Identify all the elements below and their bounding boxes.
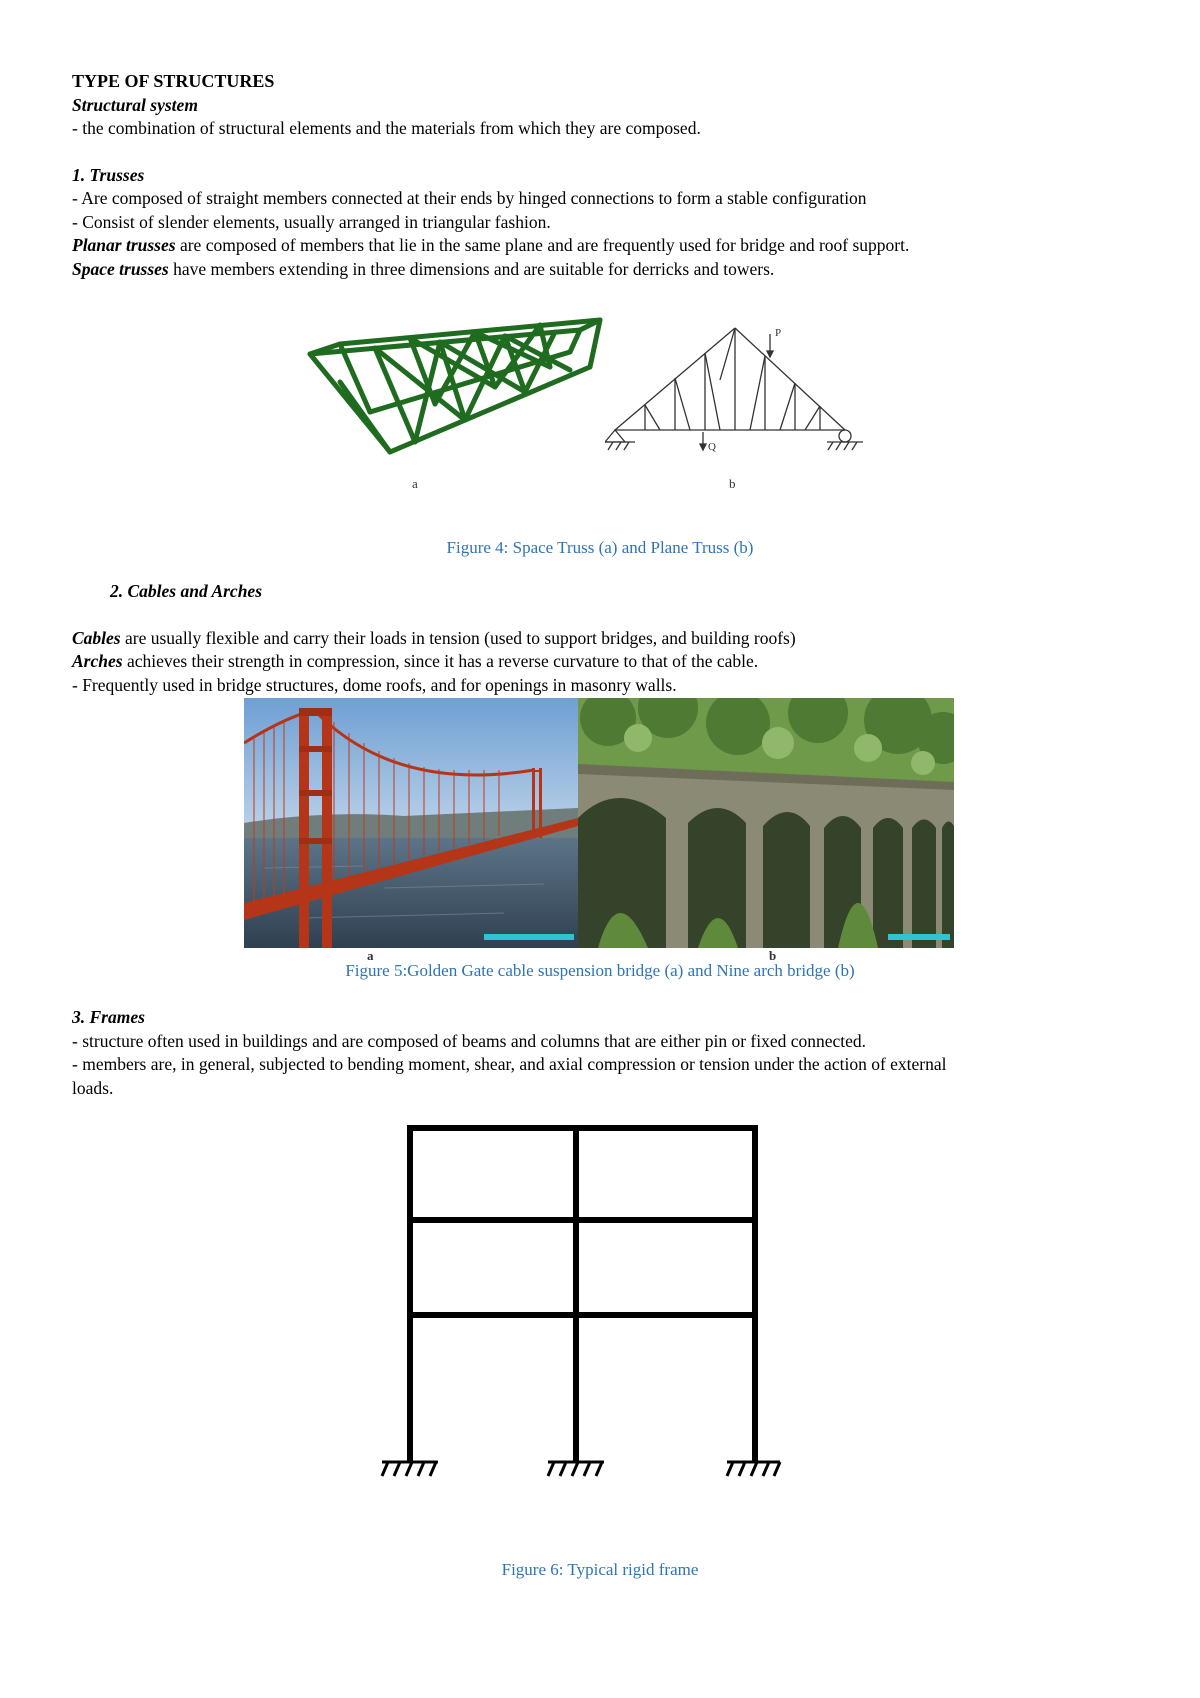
arches-line xyxy=(72,650,1132,674)
space-trusses-term: Space trusses xyxy=(72,258,169,279)
nine-arch-label: b xyxy=(769,948,777,963)
page-content xyxy=(72,70,1132,281)
golden-gate-label: a xyxy=(367,948,374,963)
cables-text: are usually flexible and carry their loads in tension (used to support bridges, and building roofs) xyxy=(120,627,796,648)
space-truss-label: a xyxy=(412,476,418,491)
cables-arches-heading: 2. Cables and Arches xyxy=(110,581,263,601)
space-trusses-line xyxy=(72,258,1132,282)
frames-line-2b: loads. xyxy=(72,1077,114,1098)
figure-5-caption: Figure 5:Golden Gate cable suspension bridge (a) and Nine arch bridge (b) xyxy=(345,961,855,980)
rigid-frame-figure xyxy=(370,1120,790,1490)
arches-term: Arches xyxy=(72,651,123,671)
figure-4-caption: Figure 4: Space Truss (a) and Plane Truss (b) xyxy=(446,538,754,557)
nine-arch-bridge-photo xyxy=(578,698,954,948)
trusses-line-1: - Are composed of straight members connected at their ends by hinged connections to form a stable configuration xyxy=(72,188,867,208)
structural-system-definition: - the combination of structural elements and the materials from which they are composed. xyxy=(72,118,701,138)
cables-term: Cables xyxy=(72,627,121,648)
document-title: TYPE OF STRUCTURES xyxy=(72,71,275,91)
frames-section xyxy=(72,1006,1142,1100)
trusses-line-2: - Consist of slender elements, usually arranged in triangular fashion. xyxy=(72,211,551,232)
space-truss-figure xyxy=(300,312,620,462)
frames-heading: 3. Frames xyxy=(72,1007,145,1027)
golden-gate-photo xyxy=(244,698,578,948)
frames-line-2a: - members are, in general, subjected to bending moment, shear, and axial compression or tension under the action of external xyxy=(72,1054,947,1074)
cables-line xyxy=(72,627,1132,651)
arches-text: achieves their strength in compression, since it has a reverse curvature to that of the cable. xyxy=(122,651,759,671)
space-trusses-text: have members extending in three dimensions and are suitable for derricks and towers. xyxy=(168,258,775,279)
plane-truss-label: b xyxy=(729,476,736,491)
cables-arches-line-3: - Frequently used in bridge structures, dome roofs, and for openings in masonry walls. xyxy=(72,674,677,695)
planar-trusses-term: Planar trusses xyxy=(72,235,176,255)
planar-trusses-text: are composed of members that lie in the same plane and are frequently used for bridge and roof support. xyxy=(175,235,910,255)
structural-system-heading: Structural system xyxy=(72,94,198,115)
plane-truss-figure xyxy=(605,320,870,460)
cables-section xyxy=(72,580,1132,697)
frames-line-1: - structure often used in buildings and are composed of beams and columns that are either pin or fixed connected. xyxy=(72,1030,867,1051)
load-q-label: Q xyxy=(708,441,716,453)
planar-trusses-line xyxy=(72,234,1132,258)
load-p-label: P xyxy=(775,327,782,339)
trusses-heading: 1. Trusses xyxy=(72,164,145,185)
figure-6-caption: Figure 6: Typical rigid frame xyxy=(501,1560,699,1579)
